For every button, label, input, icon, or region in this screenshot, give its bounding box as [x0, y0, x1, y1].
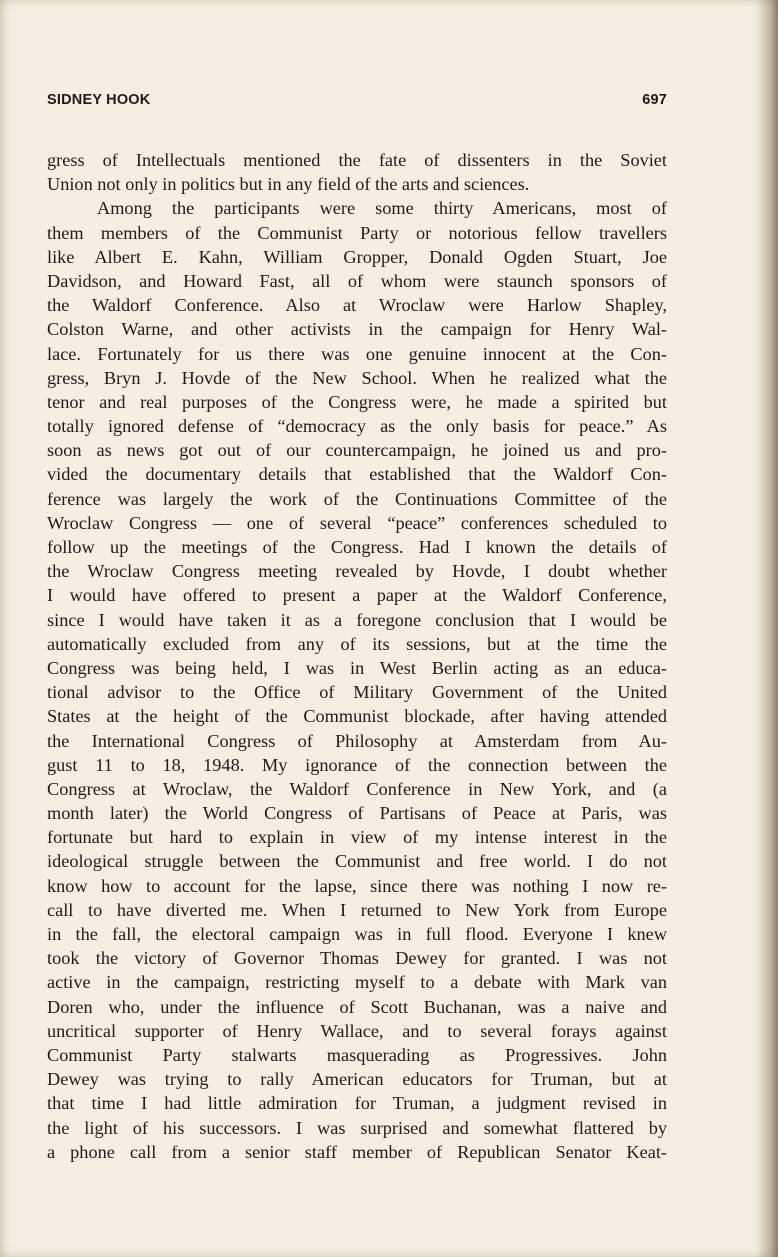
text-line: call to have diverted me. When I returned to New York from Europe	[47, 899, 667, 920]
text-line: a phone call from a senior staff member of Republican Senator Keat-	[47, 1141, 667, 1162]
running-head	[47, 92, 667, 112]
paragraph	[47, 196, 667, 1164]
text-line: gust 11 to 18, 1948. My ignorance of the connection between the	[47, 754, 667, 775]
text-line: that time I had little admiration for Truman, a judgment revised in	[47, 1093, 667, 1114]
text-line: Congress was being held, I was in West Berlin acting as an educa-	[47, 657, 667, 678]
text-line: the International Congress of Philosophy at Amsterdam from Au-	[47, 730, 667, 751]
text-line: Colston Warne, and other activists in the campaign for Henry Wal-	[47, 319, 667, 340]
text-line: Congress at Wroclaw, the Waldorf Conference in New York, and (a	[47, 778, 667, 799]
text-line: follow up the meetings of the Congress. Had I known the details of	[47, 537, 667, 557]
text-line: gress of Intellectuals mentioned the fate of dissenters in the Soviet	[47, 150, 667, 170]
text-line: them members of the Communist Party or notorious fellow travellers	[47, 222, 667, 243]
spine-shadow	[756, 0, 778, 1257]
text-line: gress, Bryn J. Hovde of the New School. When he realized what the	[47, 367, 667, 388]
text-line: ideological struggle between the Communist and free world. I do not	[47, 851, 667, 872]
body-text	[47, 148, 667, 1164]
paragraph	[47, 148, 667, 196]
text-line: States at the height of the Communist blockade, after having attended	[47, 706, 667, 727]
text-line: Union not only in politics but in any field of the arts and sciences.	[47, 174, 530, 195]
text-line: the light of his successors. I was surprised and somewhat flattered by	[47, 1117, 667, 1138]
text-line: the Wroclaw Congress meeting revealed by Hovde, I doubt whether	[47, 561, 667, 582]
text-line: month later) the World Congress of Partisans of Peace at Paris, was	[47, 803, 667, 824]
text-line: Communist Party stalwarts masquerading as Progressives. John	[47, 1044, 667, 1065]
text-line: active in the campaign, restricting myself to a debate with Mark van	[47, 972, 667, 993]
text-line: ference was largely the work of the Continuations Committee of the	[47, 488, 667, 509]
text-line: automatically excluded from any of its sessions, but at the time the	[47, 633, 667, 654]
text-line: Doren who, under the influence of Scott Buchanan, was a naive and	[47, 996, 667, 1017]
text-line: tional advisor to the Office of Military Government of the United	[47, 682, 667, 703]
text-line: soon as news got out of our countercampaign, he joined us and pro-	[47, 440, 667, 461]
text-line: Davidson, and Howard Fast, all of whom were staunch sponsors of	[47, 270, 667, 291]
text-line: lace. Fortunately for us there was one genuine innocent at the Con-	[47, 343, 667, 364]
text-line: I would have offered to present a paper at the Waldorf Conference,	[47, 585, 667, 606]
text-line: took the victory of Governor Thomas Dewey for granted. I was not	[47, 948, 667, 969]
text-line: the Waldorf Conference. Also at Wroclaw were Harlow Shapley,	[47, 295, 667, 316]
text-line: in the fall, the electoral campaign was in full flood. Everyone I knew	[47, 924, 667, 944]
text-line: vided the documentary details that established that the Waldorf Con-	[47, 464, 667, 485]
text-line: Among the participants were some thirty Americans, most of	[97, 198, 667, 219]
text-line: Wroclaw Congress — one of several “peace” conferences scheduled to	[47, 512, 667, 533]
text-line: Dewey was trying to rally American educators for Truman, but at	[47, 1069, 667, 1090]
text-line: tenor and real purposes of the Congress were, he made a spirited but	[47, 391, 667, 412]
page-number: 697	[642, 92, 667, 108]
text-line: uncritical supporter of Henry Wallace, and to several forays against	[47, 1020, 667, 1041]
text-line: totally ignored defense of “democracy as the only basis for peace.” As	[47, 416, 667, 437]
text-line: know how to account for the lapse, since there was nothing I now re-	[47, 875, 667, 896]
running-head-author: SIDNEY HOOK	[47, 92, 151, 108]
text-line: fortunate but hard to explain in view of my intense interest in the	[47, 827, 667, 848]
text-line: like Albert E. Kahn, William Gropper, Donald Ogden Stuart, Joe	[47, 246, 667, 267]
text-line: since I would have taken it as a foregone conclusion that I would be	[47, 609, 667, 630]
